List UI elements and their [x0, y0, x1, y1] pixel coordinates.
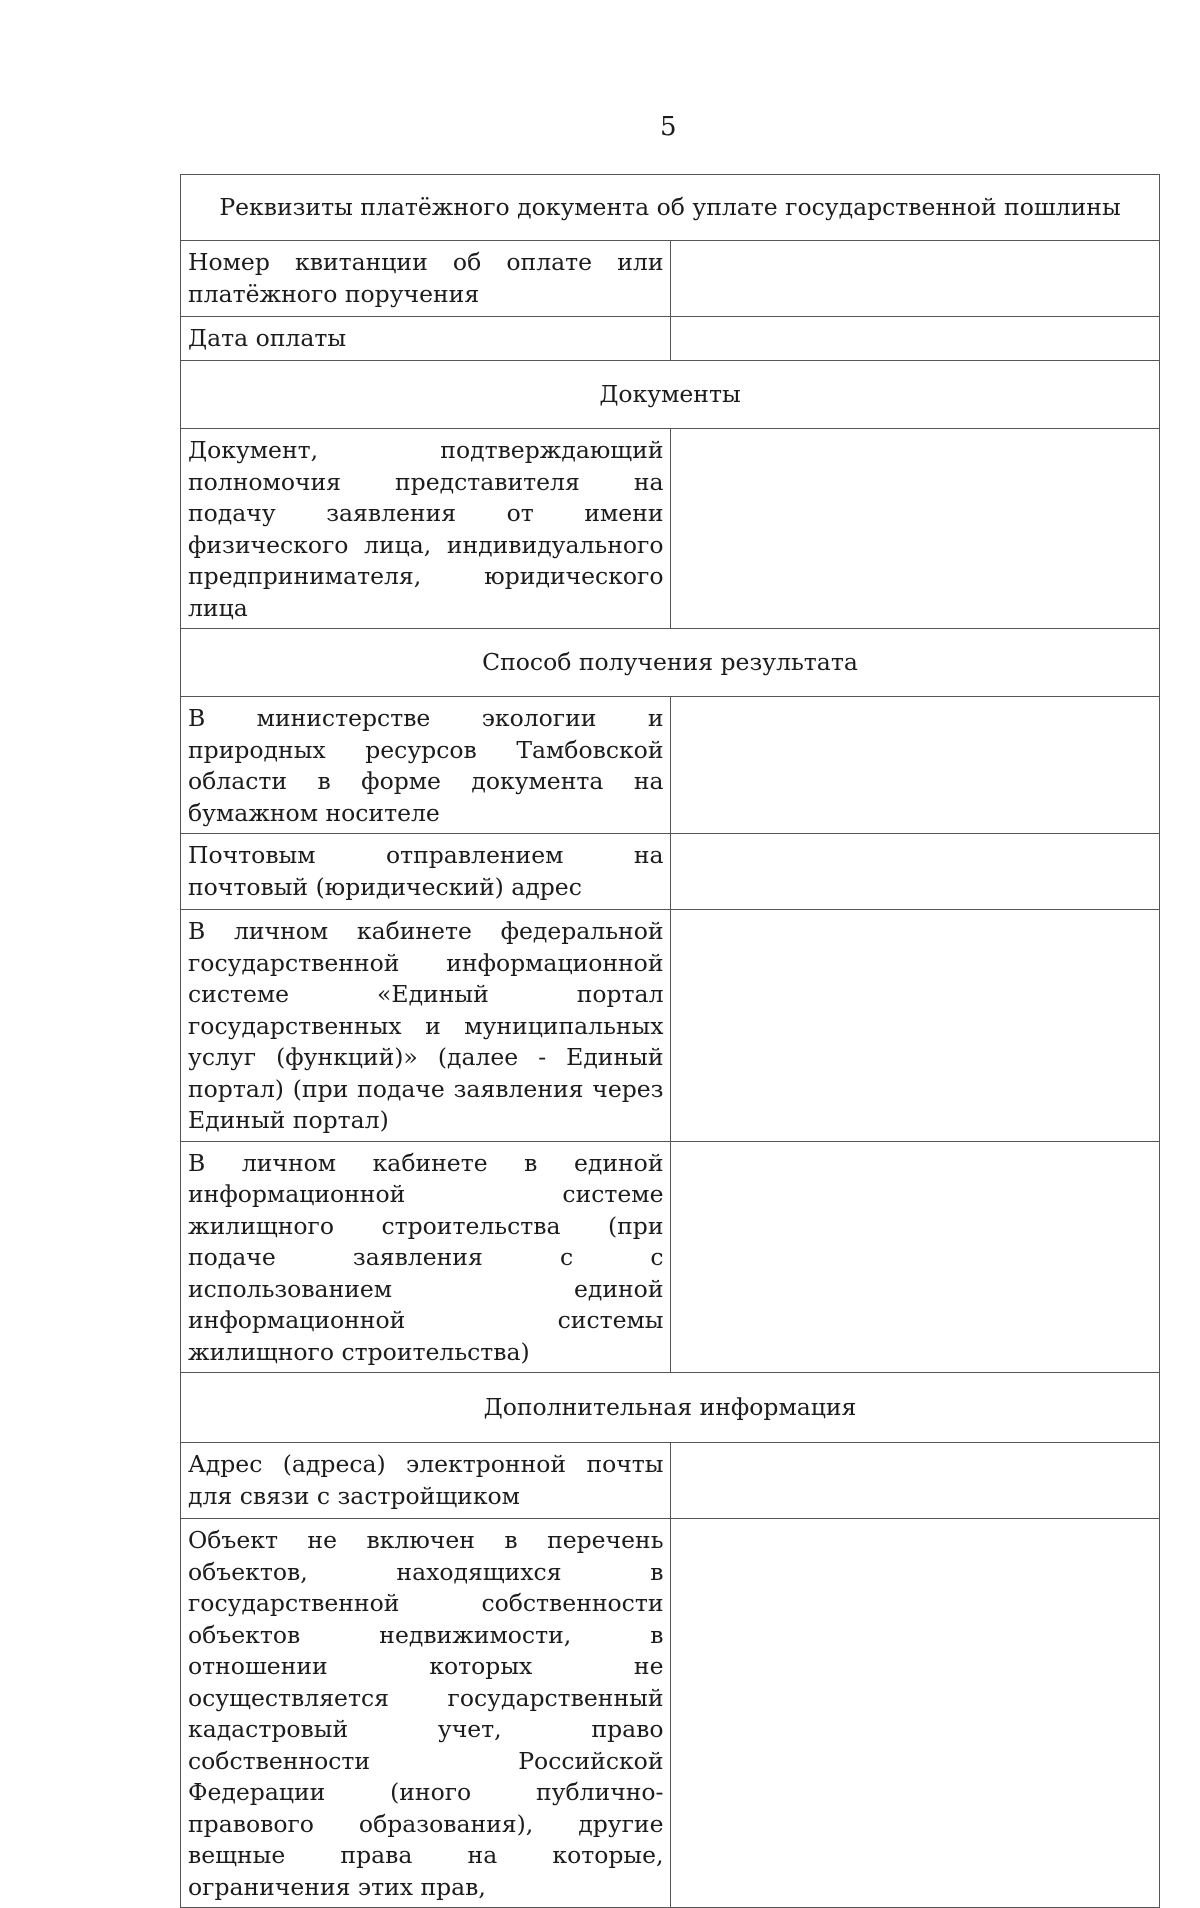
table-row	[181, 1443, 1160, 1519]
payment-date-label: Дата оплаты	[181, 317, 671, 361]
table-row	[181, 317, 1160, 361]
page-number: 5	[660, 112, 677, 142]
section-header-row	[181, 175, 1160, 241]
object-not-included-label: Объект не включен в перечень объектов, находящихся в государственной собственности объектов недвижимости, в отношении которых не осуществляется государственный кадастровый учет, право собственности Российской Федерации (иного публично-правового образования), другие вещные права на которые, ограничения этих прав,	[181, 1519, 671, 1908]
result-postal-field[interactable]	[670, 834, 1160, 910]
section-header-row	[181, 629, 1160, 697]
contact-email-field[interactable]	[670, 1443, 1160, 1519]
representative-authority-document-field[interactable]	[670, 429, 1160, 629]
payment-receipt-number-field[interactable]	[670, 241, 1160, 317]
application-form-table	[180, 174, 1160, 1908]
result-unified-portal-label: В личном кабинете федеральной государственной информационной системе «Единый портал государственных и муниципальных услуг (функций)» (далее - Единый портал) (при подаче заявления через Единый портал)	[181, 910, 671, 1142]
table-row	[181, 834, 1160, 910]
payment-receipt-number-label: Номер квитанции об оплате или платёжного поручения	[181, 241, 671, 317]
table-row	[181, 1519, 1160, 1908]
table-row	[181, 910, 1160, 1142]
result-postal-label: Почтовым отправлением на почтовый (юридический) адрес	[181, 834, 671, 910]
result-ministry-paper-label: В министерстве экологии и природных ресурсов Тамбовской области в форме документа на бумажном носителе	[181, 697, 671, 834]
table-row	[181, 241, 1160, 317]
result-housing-system-field[interactable]	[670, 1141, 1160, 1373]
payment-section-heading: Реквизиты платёжного документа об уплате государственной пошлины	[181, 175, 1160, 241]
section-header-row	[181, 361, 1160, 429]
documents-section-heading: Документы	[181, 361, 1160, 429]
table-row	[181, 1141, 1160, 1373]
object-not-included-field[interactable]	[670, 1519, 1160, 1908]
payment-date-field[interactable]	[670, 317, 1160, 361]
result-housing-system-label: В личном кабинете в единой информационной системе жилищного строительства (при подаче заявления с с использованием единой информационной системы жилищного строительства)	[181, 1141, 671, 1373]
section-header-row	[181, 1373, 1160, 1443]
result-section-heading: Способ получения результата	[181, 629, 1160, 697]
additional-section-heading: Дополнительная информация	[181, 1373, 1160, 1443]
result-ministry-paper-field[interactable]	[670, 697, 1160, 834]
table-row	[181, 697, 1160, 834]
table-row	[181, 429, 1160, 629]
contact-email-label: Адрес (адреса) электронной почты для связи с застройщиком	[181, 1443, 671, 1519]
representative-authority-document-label: Документ, подтверждающий полномочия представителя на подачу заявления от имени физического лица, индивидуального предпринимателя, юридического лица	[181, 429, 671, 629]
result-unified-portal-field[interactable]	[670, 910, 1160, 1142]
